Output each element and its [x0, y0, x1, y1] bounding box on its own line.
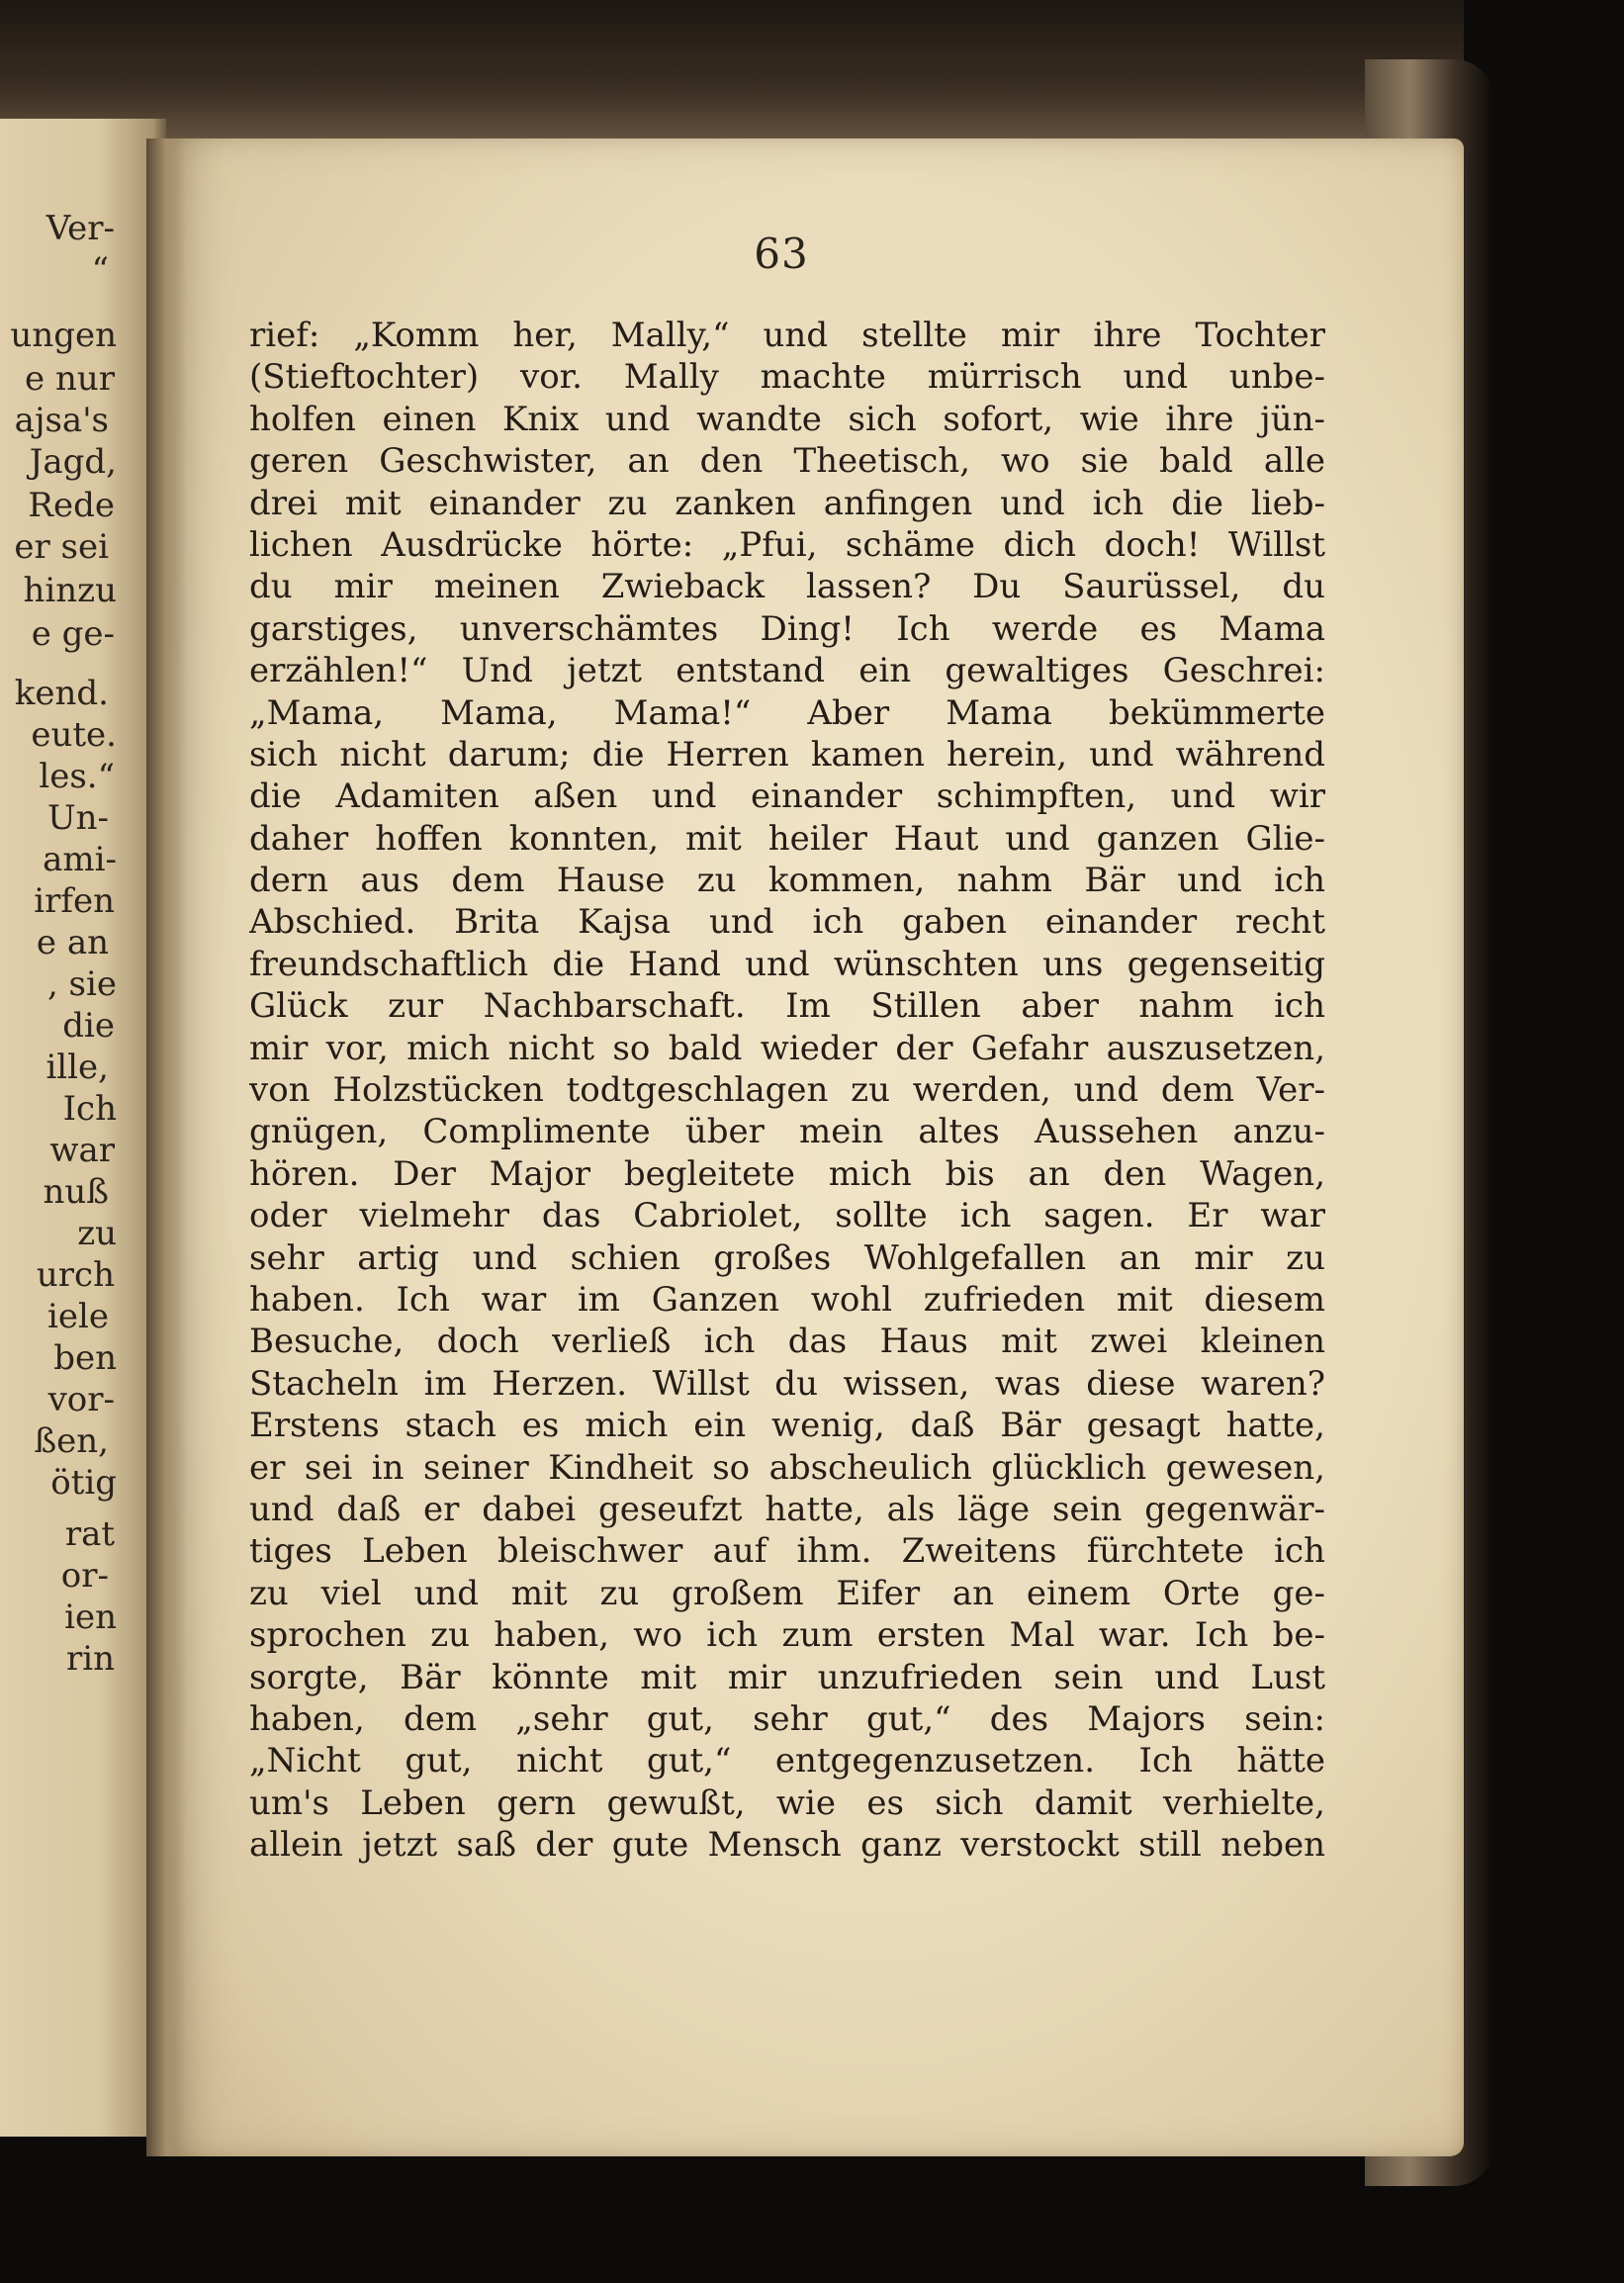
left-page-fragment: ßen,: [34, 1421, 109, 1461]
left-page-fragment: kend.: [14, 674, 109, 713]
text-line: sprochen zu haben, wo ich zum ersten Mal war. Ich be-: [249, 1615, 1325, 1656]
text-line: und daß er dabei geseufzt hatte, als läge sein gegenwär-: [249, 1489, 1325, 1529]
left-page-fragment: rat: [64, 1514, 115, 1554]
text-line: „Mama, Mama, Mama!“ Aber Mama bekümmerte: [249, 692, 1325, 733]
text-line: Erstens stach es mich ein wenig, daß Bär gesagt hatte,: [249, 1406, 1325, 1446]
text-line: Besuche, doch verließ ich das Haus mit zwei kleinen: [249, 1322, 1325, 1362]
text-line: „Nicht gut, nicht gut,“ entgegenzusetzen. Ich hätte: [249, 1741, 1325, 1781]
left-page-fragment: ami-: [43, 840, 117, 879]
left-page-fragment: hinzu: [23, 571, 117, 610]
page-number: 63: [754, 229, 809, 278]
text-line: freundschaftlich die Hand und wünschten uns gegenseitig: [249, 944, 1325, 984]
book-gutter: [146, 138, 186, 2156]
left-page-fragment: , sie: [46, 964, 117, 1004]
text-line: erzählen!“ Und jetzt entstand ein gewaltiges Geschrei:: [249, 651, 1325, 691]
text-line: Abschied. Brita Kajsa und ich gaben einander recht: [249, 902, 1325, 943]
left-page-fragment: les.“: [39, 757, 115, 796]
left-page-fragment: urch: [36, 1255, 115, 1295]
left-page-fragment: e nur: [25, 359, 115, 399]
text-line: drei mit einander zu zanken anfingen und ich die lieb-: [249, 483, 1325, 523]
left-page-fragment: vor-: [47, 1380, 115, 1419]
text-line: sich nicht darum; die Herren kamen herein, und während: [249, 734, 1325, 775]
left-page-fragment: Ver-: [45, 209, 115, 248]
text-line: er sei in seiner Kindheit so abscheulich glücklich gewesen,: [249, 1447, 1325, 1488]
text-line: lichen Ausdrücke hörte: „Pfui, schäme dich doch! Willst: [249, 524, 1325, 565]
text-line: du mir meinen Zwieback lassen? Du Saurüssel, du: [249, 567, 1325, 607]
text-line: holfen einen Knix und wandte sich sofort, wie ihre jün-: [249, 399, 1325, 439]
left-page-fragment: Ich: [62, 1089, 117, 1129]
left-page-fragment: er sei: [14, 527, 109, 567]
left-page-fragment: or-: [60, 1556, 109, 1596]
text-line: daher hoffen konnten, mit heiler Haut und ganzen Glie-: [249, 818, 1325, 859]
text-line: gnügen, Complimente über mein altes Aussehen anzu-: [249, 1112, 1325, 1152]
text-line: (Stieftochter) vor. Mally machte mürrisch und unbe-: [249, 357, 1325, 398]
text-line: garstiges, unverschämtes Ding! Ich werde es Mama: [249, 608, 1325, 649]
left-page-fragment: e an: [36, 923, 109, 962]
left-page-fragment: ille,: [45, 1048, 109, 1087]
text-line: allein jetzt saß der gute Mensch ganz verstockt still neben: [249, 1825, 1325, 1866]
left-page-fragment: ungen: [10, 316, 117, 355]
text-line: sorgte, Bär könnte mit mir unzufrieden sein und Lust: [249, 1657, 1325, 1697]
text-line: geren Geschwister, an den Theetisch, wo sie bald alle: [249, 441, 1325, 482]
left-page-fragment: ajsa's: [14, 401, 109, 440]
left-page-fragment: nuß: [43, 1172, 109, 1212]
left-page-fragment: ien: [64, 1598, 117, 1637]
text-line: zu viel und mit zu großem Eifer an einem Orte ge-: [249, 1573, 1325, 1613]
text-line: tiges Leben bleischwer auf ihm. Zweitens fürchtete ich: [249, 1531, 1325, 1572]
left-page-fragment: ötig: [50, 1463, 117, 1503]
text-line: mir vor, mich nicht so bald wieder der Gefahr auszusetzen,: [249, 1028, 1325, 1068]
text-line: haben, dem „sehr gut, sehr gut,“ des Majors sein:: [249, 1698, 1325, 1739]
main-text-block: [249, 315, 1325, 1866]
text-line: Glück zur Nachbarschaft. Im Stillen aber nahm ich: [249, 986, 1325, 1027]
text-line: rief: „Komm her, Mally,“ und stellte mir ihre Tochter: [249, 316, 1325, 355]
left-page-fragment: war: [49, 1131, 115, 1170]
left-page-fragment: irfen: [34, 881, 115, 921]
text-line: oder vielmehr das Cabriolet, sollte ich sagen. Er war: [249, 1196, 1325, 1236]
left-page-fragment: “: [91, 250, 109, 290]
left-page: [0, 119, 166, 2137]
text-line: Stacheln im Herzen. Willst du wissen, was diese waren?: [249, 1363, 1325, 1404]
left-page-fragment: Rede: [28, 486, 115, 525]
left-page-fragment: zu: [77, 1214, 117, 1253]
left-page-fragment: e ge-: [31, 614, 115, 654]
left-page-fragment: iele: [47, 1297, 109, 1336]
text-line: dern aus dem Hause zu kommen, nahm Bär und ich: [249, 861, 1325, 901]
left-page-fragment: ben: [53, 1338, 117, 1378]
left-page-fragment: Un-: [46, 798, 109, 838]
text-line: haben. Ich war im Ganzen wohl zufrieden mit diesem: [249, 1279, 1325, 1320]
text-line: um's Leben gern gewußt, wie es sich damit verhielte,: [249, 1782, 1325, 1823]
text-line: die Adamiten aßen und einander schimpften, und wir: [249, 776, 1325, 817]
text-line: sehr artig und schien großes Wohlgefallen an mir zu: [249, 1237, 1325, 1278]
text-line: hören. Der Major begleitete mich bis an den Wagen,: [249, 1153, 1325, 1194]
text-line: von Holzstücken todtgeschlagen zu werden, und dem Ver-: [249, 1070, 1325, 1111]
left-page-fragment: die: [62, 1006, 115, 1046]
left-page-fragment: rin: [65, 1639, 115, 1679]
left-page-fragment: Jagd,: [29, 442, 117, 482]
book-cover-top: [0, 0, 1464, 148]
left-page-fragment: eute.: [31, 715, 117, 755]
